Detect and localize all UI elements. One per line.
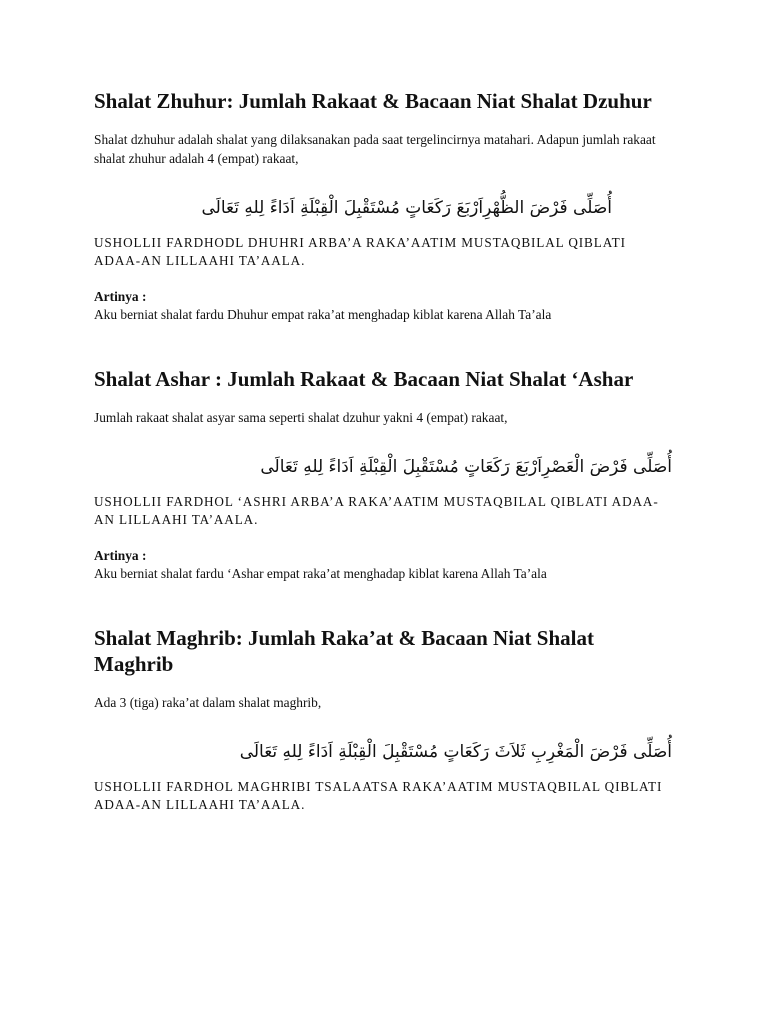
section-ashar [94,366,672,583]
section-maghrib [94,625,672,814]
arabic-niat: أُصَلِّى فَرْضَ الْمَغْرِبِ ثَلاَثَ رَكَعَاتٍ مُسْتَقْبِلَ الْقِبْلَةِ اَدَاءً لِلهِ تَعَالَى [239,742,672,762]
section-intro: Ada 3 (tiga) raka’at dalam shalat maghrib, [94,695,322,710]
transliteration: USHOLLII FARDHOL MAGHRIBI TSALAATSA RAKA’AATIM MUSTAQBILAL QIBLATI ADAA-AN LILLAAHI TA’AALA. [94,779,663,812]
section-title: Shalat Ashar : Jumlah Rakaat & Bacaan Niat Shalat ‘Ashar [94,367,634,391]
arabic-niat: أُصَلِّى فَرْضَ الظُّهْرِاَرْبَعَ رَكَعَاتٍ مُسْتَقْبِلَ الْقِبْلَةِ اَدَاءً لِلهِ تَعَالَى [201,198,612,218]
transliteration: USHOLLII FARDHOL ‘ASHRI ARBA’A RAKA’AATIM MUSTAQBILAL QIBLATI ADAA-AN LILLAAHI TA’AALA. [94,494,659,527]
transliteration: USHOLLII FARDHODL DHUHRI ARBA’A RAKA’AATIM MUSTAQBILAL QIBLATI ADAA-AN LILLAAHI TA’AALA. [94,235,626,268]
section-title: Shalat Zhuhur: Jumlah Rakaat & Bacaan Niat Shalat Dzuhur [94,89,652,113]
arabic-niat: أُصَلِّى فَرْضَ الْعَصْرِاَرْبَعَ رَكَعَاتٍ مُسْتَقْبِلَ الْقِبْلَةِ اَدَاءً لِلهِ تَعَالَى [260,457,672,477]
section-intro: Shalat dzhuhur adalah shalat yang dilaksanakan pada saat tergelincirnya matahari. Adapun jumlah rakaat shalat zhuhur adalah 4 (empat) rakaat, [94,132,656,166]
artinya-text: Aku berniat shalat fardu ‘Ashar empat raka’at menghadap kiblat karena Allah Ta’ala [94,566,547,581]
section-zhuhur [94,88,672,324]
section-intro: Jumlah rakaat shalat asyar sama seperti shalat dzuhur yakni 4 (empat) rakaat, [94,410,508,425]
artinya-label: Artinya : [94,548,147,563]
section-title: Shalat Maghrib: Jumlah Raka’at & Bacaan Niat Shalat Maghrib [94,626,594,676]
artinya-label: Artinya : [94,289,147,304]
artinya-text: Aku berniat shalat fardu Dhuhur empat raka’at menghadap kiblat karena Allah Ta’ala [94,307,552,322]
